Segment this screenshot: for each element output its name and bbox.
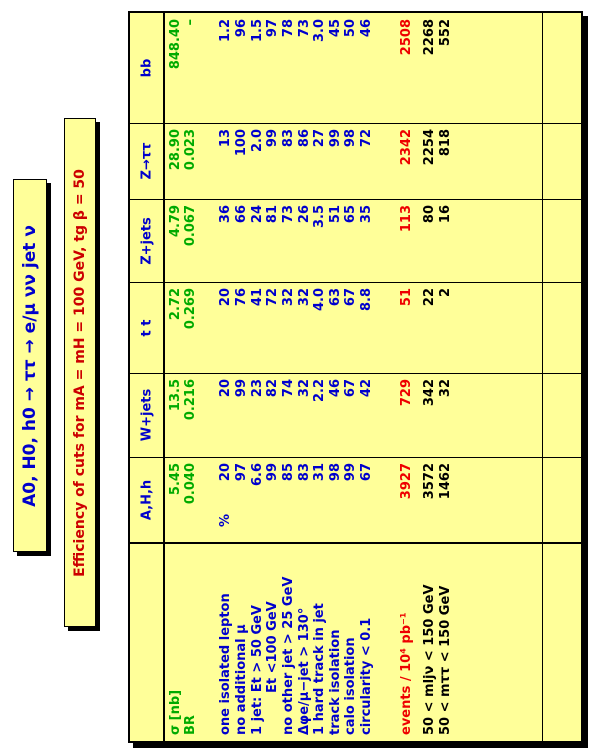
table-cell — [265, 463, 281, 536]
table-cell — [359, 129, 375, 193]
cell-value: 2508 — [399, 19, 414, 56]
table-cell — [359, 205, 375, 276]
row-label — [422, 549, 438, 735]
row-label — [297, 549, 313, 735]
table-cell — [399, 205, 415, 276]
table-cell — [359, 379, 375, 451]
row-label — [399, 549, 415, 735]
cell-value: 46 — [328, 379, 343, 398]
table-cell — [168, 129, 184, 193]
table-cell — [183, 463, 199, 536]
cell-value: 67 — [359, 463, 374, 482]
row-label — [168, 549, 184, 735]
table-cell — [234, 463, 250, 536]
table-cell — [359, 288, 375, 367]
cell-value: – — [183, 19, 198, 26]
table-cell — [438, 205, 454, 276]
cell-value: 22 — [422, 288, 437, 307]
row-label-text: Δφe/μ−jet > 130° — [297, 607, 312, 735]
cell-value: 5.45 — [168, 463, 183, 496]
table-cell — [312, 129, 328, 193]
cell-value: 2.0 — [250, 129, 265, 153]
row-label-text: 1 hard track in jet — [312, 603, 327, 735]
cell-value: 42 — [359, 379, 374, 398]
cell-value: 4.79 — [168, 205, 183, 238]
header-divider — [163, 13, 165, 741]
table-cell — [168, 205, 184, 276]
table-cell — [312, 288, 328, 367]
cell-value: 0.269 — [183, 288, 198, 330]
cell-value: 98 — [328, 463, 343, 482]
table-cell — [234, 19, 250, 117]
cell-value: 0.216 — [183, 379, 198, 421]
table-cell — [218, 129, 234, 193]
row-label — [312, 549, 328, 735]
cell-value: 97 — [265, 19, 280, 38]
cell-value: 96 — [234, 19, 249, 38]
cell-value: 50 — [343, 19, 358, 38]
table-cell — [234, 205, 250, 276]
row-label — [234, 549, 250, 735]
table-cell — [399, 288, 415, 367]
subtitle: Efficiency of cuts for mA = mH = 100 GeV, tg β = 50 — [72, 168, 88, 577]
subtitle-box — [64, 118, 96, 627]
table-cell — [438, 288, 454, 367]
table-cell — [328, 19, 344, 117]
column-header — [130, 282, 163, 373]
row-label — [359, 549, 375, 735]
table-cell — [250, 205, 266, 276]
table-cell — [343, 463, 359, 536]
table-cell — [234, 379, 250, 451]
table-cell — [183, 288, 199, 367]
cell-value: 82 — [265, 379, 280, 398]
percent-sign — [218, 511, 234, 531]
cell-value: 76 — [234, 288, 249, 307]
row-label — [218, 549, 234, 735]
column-divider — [130, 282, 581, 283]
cell-value: 3.5 — [312, 205, 327, 229]
cell-value: 99 — [343, 463, 358, 482]
cell-value: 41 — [250, 288, 265, 307]
table-cell — [281, 205, 297, 276]
row-label-text: track isolation — [328, 629, 343, 735]
cell-value: 28.90 — [168, 129, 183, 171]
table-cell — [343, 205, 359, 276]
table-cell — [312, 19, 328, 117]
cell-value: 99 — [265, 129, 280, 148]
cell-value: 26 — [297, 205, 312, 224]
cell-value: 2 — [438, 288, 453, 298]
table-cell — [168, 463, 184, 536]
cell-value: 85 — [281, 463, 296, 482]
table-cell — [343, 19, 359, 117]
table-cell — [297, 463, 313, 536]
table-cell — [343, 129, 359, 193]
row-label-text: 1 jet: Et > 50 GeV — [250, 605, 265, 735]
row-label — [343, 549, 359, 735]
cell-value: 342 — [422, 379, 437, 407]
table-cell — [250, 379, 266, 451]
row-label — [328, 549, 344, 735]
cell-value: 99 — [265, 463, 280, 482]
cell-value: 32 — [281, 288, 296, 307]
cell-value: 0.040 — [183, 463, 198, 505]
column-header — [130, 457, 163, 542]
table-cell — [281, 19, 297, 117]
cell-value: 67 — [343, 379, 358, 398]
cell-value: 729 — [399, 379, 414, 407]
table-cell — [359, 19, 375, 117]
cell-value: 63 — [328, 288, 343, 307]
table-cell — [422, 205, 438, 276]
column-header-label: A,H,h — [139, 479, 154, 520]
column-header — [130, 199, 163, 282]
table-cell — [328, 379, 344, 451]
cell-value: 1.2 — [218, 19, 233, 43]
cell-value: 36 — [218, 205, 233, 224]
cell-value: 1.5 — [250, 19, 265, 43]
cell-value: 51 — [399, 288, 414, 307]
table-cell — [250, 129, 266, 193]
table-cell — [168, 288, 184, 367]
cell-value: 67 — [343, 288, 358, 307]
cell-value: 83 — [281, 129, 296, 148]
table-cell — [250, 463, 266, 536]
table-cell — [328, 205, 344, 276]
cell-value: 552 — [438, 19, 453, 47]
table-cell — [297, 205, 313, 276]
table-cell — [399, 129, 415, 193]
row-label-text: 50 < mljν < 150 GeV — [422, 584, 437, 735]
table-cell — [297, 379, 313, 451]
cell-value: 99 — [328, 129, 343, 148]
table-cell — [297, 129, 313, 193]
cell-value: 65 — [343, 205, 358, 224]
table-cell — [250, 288, 266, 367]
row-label-text: σ [nb] — [168, 689, 183, 735]
table-cell — [265, 19, 281, 117]
cell-value: 13 — [218, 129, 233, 148]
cell-value: 81 — [265, 205, 280, 224]
table-cell — [328, 288, 344, 367]
table-cell — [265, 205, 281, 276]
column-divider — [130, 457, 581, 458]
table-cell — [312, 463, 328, 536]
cell-value: 2268 — [422, 19, 437, 56]
cell-value: 24 — [250, 205, 265, 224]
table-cell — [399, 19, 415, 117]
column-divider — [130, 373, 581, 374]
cell-value: 51 — [328, 205, 343, 224]
page-title: A0, H0, h0 → ττ → e/μ νν jet ν — [20, 224, 40, 507]
label-divider — [130, 542, 581, 544]
cell-value: 3572 — [422, 463, 437, 500]
column-header — [130, 13, 163, 123]
cell-value: 23 — [250, 379, 265, 398]
cell-value: 13.5 — [168, 379, 183, 412]
cell-value: 20 — [218, 379, 233, 398]
row-label-text: BR — [183, 715, 198, 735]
cell-value: 32 — [297, 288, 312, 307]
row-label-text: no other jet > 25 GeV — [281, 576, 296, 735]
cell-value: 818 — [438, 129, 453, 157]
cell-value: 99 — [234, 379, 249, 398]
table-cell — [438, 129, 454, 193]
cell-value: 3.0 — [312, 19, 327, 43]
cell-value: 86 — [297, 129, 312, 148]
table-cell — [183, 379, 199, 451]
table-cell — [168, 379, 184, 451]
table-cell — [343, 379, 359, 451]
cell-value: 73 — [297, 19, 312, 38]
cell-value: 20 — [218, 288, 233, 307]
column-divider — [130, 123, 581, 124]
table-cell — [399, 379, 415, 451]
cell-value: 31 — [312, 463, 327, 482]
table-cell — [297, 19, 313, 117]
table-cell — [281, 379, 297, 451]
column-header — [130, 373, 163, 457]
table-cell — [218, 288, 234, 367]
row-label-text: events / 10⁴ pb⁻¹ — [399, 612, 414, 735]
table-cell — [265, 288, 281, 367]
row-label-text: Et <100 GeV — [265, 601, 280, 693]
cell-value: 1462 — [438, 463, 453, 500]
cell-value: 97 — [234, 463, 249, 482]
row-label-text: no additional μ — [234, 624, 249, 735]
cell-value: 2.72 — [168, 288, 183, 321]
table-cell — [265, 379, 281, 451]
cell-value: 80 — [422, 205, 437, 224]
cell-value: 113 — [399, 205, 414, 233]
column-header-label: Z→ττ — [139, 142, 154, 180]
cell-value: 2.2 — [312, 379, 327, 403]
cell-value: 32 — [438, 379, 453, 398]
table-cell — [183, 129, 199, 193]
table-cell — [328, 129, 344, 193]
column-header-label: Z+jets — [139, 216, 154, 265]
table-cell — [234, 129, 250, 193]
row-label — [265, 549, 281, 735]
table-cell — [399, 463, 415, 536]
cell-value: 27 — [312, 129, 327, 148]
table-cell — [422, 288, 438, 367]
section-divider — [542, 13, 543, 741]
cell-value: 74 — [281, 379, 296, 398]
table-cell — [297, 288, 313, 367]
table-cell — [218, 379, 234, 451]
cell-value: 3927 — [399, 463, 414, 500]
table-cell — [312, 379, 328, 451]
cell-value: 848.40 — [168, 19, 183, 70]
cell-value: 100 — [234, 129, 249, 157]
cell-value: 78 — [281, 19, 296, 38]
column-header-label: W+jets — [139, 388, 154, 442]
cell-value: 35 — [359, 205, 374, 224]
cell-value: 98 — [343, 129, 358, 148]
table-cell — [281, 129, 297, 193]
cell-value: 2254 — [422, 129, 437, 166]
table-cell — [281, 288, 297, 367]
row-label — [438, 549, 454, 735]
column-divider — [130, 199, 581, 200]
table-cell — [281, 463, 297, 536]
table-cell — [328, 463, 344, 536]
cell-value: 73 — [281, 205, 296, 224]
column-header — [130, 123, 163, 199]
cell-value: 66 — [234, 205, 249, 224]
row-label-text: circularity < 0.1 — [359, 617, 374, 735]
row-label — [281, 549, 297, 735]
table-cell — [422, 463, 438, 536]
cell-value: 8.8 — [359, 288, 374, 312]
table-cell — [265, 129, 281, 193]
column-header-label: bb — [139, 58, 154, 78]
row-label — [183, 549, 199, 735]
cell-value: 72 — [265, 288, 280, 307]
cell-value: 46 — [359, 19, 374, 38]
table-cell — [438, 379, 454, 451]
cell-value: 32 — [297, 379, 312, 398]
table-cell — [343, 288, 359, 367]
table-cell — [438, 463, 454, 536]
table-cell — [218, 205, 234, 276]
cell-value: 0.023 — [183, 129, 198, 171]
row-label-text: 50 < mττ < 150 GeV — [438, 585, 453, 735]
table-cell — [250, 19, 266, 117]
row-label-text: calo isolation — [343, 637, 358, 735]
table-cell — [168, 19, 184, 117]
cell-value: 83 — [297, 463, 312, 482]
cell-value: 4.0 — [312, 288, 327, 312]
row-label — [250, 549, 266, 735]
percent-sign-text: % — [218, 513, 233, 527]
column-header-label: t t — [139, 319, 154, 336]
row-label-text: one isolated lepton — [218, 593, 233, 735]
title-box — [13, 179, 47, 552]
cell-value: 45 — [328, 19, 343, 38]
table-cell — [234, 288, 250, 367]
efficiency-table — [128, 11, 583, 743]
table-cell — [218, 19, 234, 117]
cell-value: 72 — [359, 129, 374, 148]
table-cell — [183, 19, 199, 117]
table-cell — [312, 205, 328, 276]
table-cell — [183, 205, 199, 276]
table-cell — [359, 463, 375, 536]
table-cell — [422, 379, 438, 451]
table-cell — [422, 19, 438, 117]
cell-value: 16 — [438, 205, 453, 224]
table-cell — [422, 129, 438, 193]
cell-value: 2342 — [399, 129, 414, 166]
cell-value: 20 — [218, 463, 233, 482]
table-cell — [438, 19, 454, 117]
cell-value: 6.6 — [250, 463, 265, 487]
cell-value: 0.067 — [183, 205, 198, 247]
